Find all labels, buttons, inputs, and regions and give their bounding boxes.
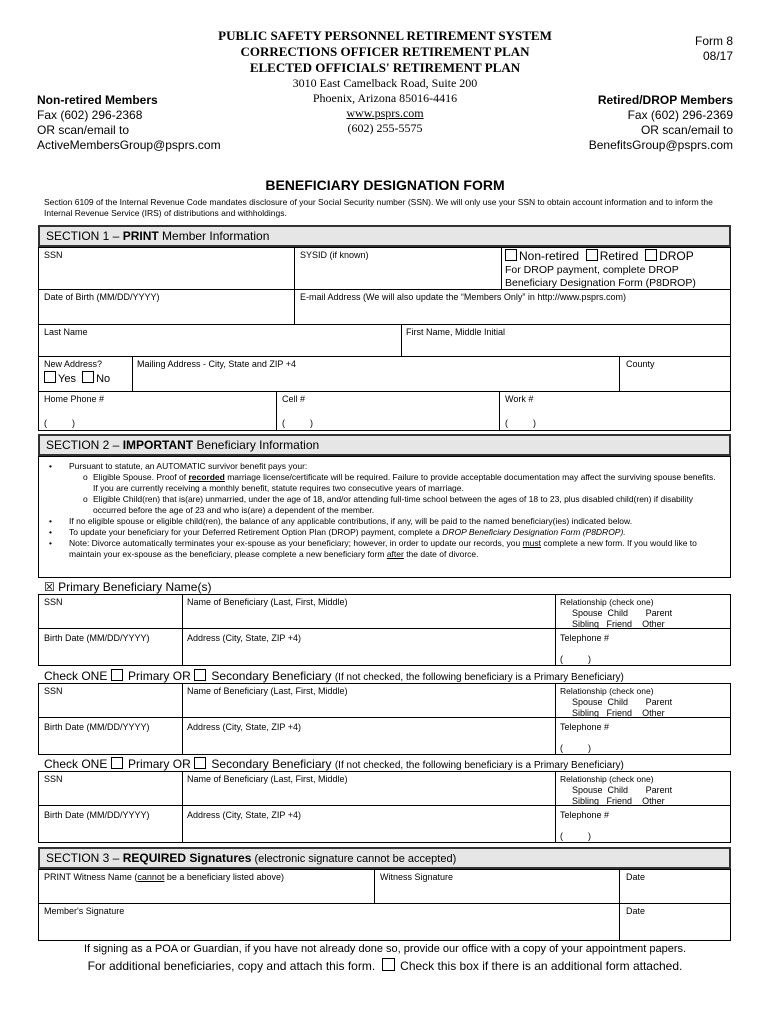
county-label: County bbox=[626, 359, 655, 369]
witness-signature-label: Witness Signature bbox=[380, 872, 454, 882]
ben3-name-label: Name of Beneficiary (Last, First, Middle) bbox=[187, 774, 348, 784]
first-name-label: First Name, Middle Initial bbox=[406, 327, 506, 337]
additional-form-checkbox[interactable] bbox=[382, 958, 395, 971]
ben1-name-label: Name of Beneficiary (Last, First, Middle) bbox=[187, 597, 348, 607]
ben3-address-label: Address (City, State, ZIP +4) bbox=[187, 810, 301, 820]
retired-scan: OR scan/email to bbox=[640, 123, 733, 137]
ben3-primary-checkbox[interactable] bbox=[111, 757, 123, 769]
form-date: 08/17 bbox=[702, 49, 733, 63]
retired-email: BenefitsGroup@psprs.com bbox=[588, 138, 733, 152]
nonretired-contact bbox=[37, 93, 221, 153]
nonretired-checkbox[interactable] bbox=[505, 249, 517, 261]
ben2-secondary-checkbox[interactable] bbox=[194, 669, 206, 681]
ben1-relationship-title: Relationship (check one) bbox=[560, 597, 654, 607]
org-line-1: PUBLIC SAFETY PERSONNEL RETIREMENT SYSTEM bbox=[218, 28, 552, 43]
retired-checkbox[interactable] bbox=[586, 249, 598, 261]
nonretired-email: ActiveMembersGroup@psprs.com bbox=[37, 138, 221, 152]
sysid-label: SYSID (if known) bbox=[300, 250, 369, 260]
no-checkbox[interactable] bbox=[82, 371, 94, 383]
retired-title: Retired/DROP Members bbox=[597, 93, 733, 107]
address-line-2: Phoenix, Arizona 85016-4416 bbox=[312, 91, 458, 105]
additional-form-note: For additional beneficiaries, copy and attach this form. Check this box if there is an additional form attached. bbox=[87, 959, 683, 973]
retired-fax: Fax (602) 296-2369 bbox=[627, 108, 733, 122]
address-line-1: 3010 East Camelback Road, Suite 200 bbox=[292, 76, 478, 90]
ben2-telephone-label: Telephone # bbox=[560, 722, 610, 732]
retired-contact bbox=[589, 93, 733, 153]
ben2-relationship-title: Relationship (check one) bbox=[560, 686, 654, 696]
ben2-area-code: ( ) bbox=[560, 743, 591, 753]
ben2-primary-checkbox[interactable] bbox=[111, 669, 123, 681]
org-line-3: ELECTED OFFICIALS' RETIREMENT PLAN bbox=[249, 60, 521, 75]
checked-box-icon: ☒ bbox=[44, 580, 55, 594]
ben2-address-label: Address (City, State, ZIP +4) bbox=[187, 722, 301, 732]
ben3-area-code: ( ) bbox=[560, 831, 591, 841]
section2-header: SECTION 2 – IMPORTANT Beneficiary Information bbox=[38, 434, 731, 456]
email-label: E-mail Address (We will also update the “Members Only” in http://www.psprs.com) bbox=[300, 292, 626, 302]
form-title: BENEFICIARY DESIGNATION FORM bbox=[265, 177, 505, 193]
ben3-dob-label: Birth Date (MM/DD/YYYY) bbox=[44, 810, 150, 820]
form-no: Form 8 bbox=[694, 34, 733, 48]
work-label: Work # bbox=[505, 394, 534, 404]
home-phone-label: Home Phone # bbox=[44, 394, 105, 404]
poa-note: If signing as a POA or Guardian, if you have not already done so, provide our office with a copy of your appointment papers. bbox=[83, 943, 687, 955]
new-address-label: New Address? bbox=[44, 359, 103, 369]
dob-label: Date of Birth (MM/DD/YYYY) bbox=[44, 292, 160, 302]
form-number bbox=[695, 34, 733, 64]
ben1-address-label: Address (City, State, ZIP +4) bbox=[187, 633, 301, 643]
ssn-disclosure: Section 6109 of the Internal Revenue Code mandates disclosure of your Social Security number (SSN). We will only use your SSN to obtain account information and to inform the Internal Revenue Service (IRS) of distributions and withholdings. bbox=[44, 197, 713, 218]
ben2-check-one: Check ONE Primary OR Secondary Beneficiary (If not checked, the following beneficiary is a Primary Beneficiary) bbox=[44, 669, 624, 683]
letterhead bbox=[170, 28, 600, 136]
drop-note: For DROP payment, complete DROP Beneficiary Designation Form (P8DROP) bbox=[505, 264, 696, 289]
ben3-relationship-options: Spouse Child Parent Sibling Friend Other bbox=[572, 785, 673, 806]
member-status: Non-retired Retired DROP bbox=[505, 249, 694, 263]
ben1-relationship-options: Spouse Child Parent Sibling Friend Other bbox=[572, 608, 673, 629]
ben3-relationship-title: Relationship (check one) bbox=[560, 774, 654, 784]
cell-area-code: ( ) bbox=[282, 418, 313, 428]
ben3-secondary-checkbox[interactable] bbox=[194, 757, 206, 769]
mailing-label: Mailing Address - City, State and ZIP +4 bbox=[137, 359, 296, 369]
ben2-dob-label: Birth Date (MM/DD/YYYY) bbox=[44, 722, 150, 732]
witness-name-label: PRINT Witness Name (cannot be a beneficiary listed above) bbox=[44, 872, 284, 882]
section1-header: SECTION 1 – PRINT Member Information bbox=[38, 225, 731, 247]
ben1-telephone-label: Telephone # bbox=[560, 633, 610, 643]
work-area-code: ( ) bbox=[505, 418, 536, 428]
ben3-check-one: Check ONE Primary OR Secondary Beneficiary (If not checked, the following beneficiary is a Primary Beneficiary) bbox=[44, 757, 624, 771]
yes-checkbox[interactable] bbox=[44, 371, 56, 383]
nonretired-title: Non-retired Members bbox=[37, 93, 158, 107]
witness-date-label: Date bbox=[626, 872, 646, 882]
primary-beneficiary-title: ☒ Primary Beneficiary Name(s) bbox=[44, 580, 212, 594]
org-line-2: CORRECTIONS OFFICER RETIREMENT PLAN bbox=[240, 44, 530, 59]
ben3-ssn-label: SSN bbox=[44, 774, 63, 784]
ben2-name-label: Name of Beneficiary (Last, First, Middle) bbox=[187, 686, 348, 696]
ben3-telephone-label: Telephone # bbox=[560, 810, 610, 820]
nonretired-scan: OR scan/email to bbox=[37, 123, 130, 137]
last-name-label: Last Name bbox=[44, 327, 88, 337]
section3-header: SECTION 3 – REQUIRED Signatures (electronic signature cannot be accepted) bbox=[38, 847, 731, 869]
new-address-options: Yes No bbox=[44, 371, 110, 386]
phone-number: (602) 255-5575 bbox=[347, 121, 423, 135]
ben2-ssn-label: SSN bbox=[44, 686, 63, 696]
ben1-dob-label: Birth Date (MM/DD/YYYY) bbox=[44, 633, 150, 643]
ssn-label: SSN bbox=[44, 250, 63, 260]
home-area-code: ( ) bbox=[44, 418, 75, 428]
drop-checkbox[interactable] bbox=[645, 249, 657, 261]
section2-info: • Pursuant to statute, an AUTOMATIC survivor benefit pays your: o Eligible Spouse. Proof of recorded marriage license/certificate will be required. Failure to provide acceptable documentation may affect the surviving spouse benefits. If you are currently receiving a monthly benefit, statute requires two consecutive years of marriage. o Eligible Child(ren) that is(are) unmarried, under the age of 18, and/or attending full-time school between the ages of 18 to 23, plus disabled child(ren) if disability occurred before the age of 23 and who is(are) a dependent of the member. • If no eligible spouse or eligible child(ren), the balance of any applicable contributions, if any, will be paid to the named beneficiary(ies) indicated below. • To update your beneficiary for your Deferred Retirement Option Plan (DROP) payment, complete a DROP Beneficiary Designation Form (P8DROP). • Note: Divorce automatically terminates your ex-spouse as your beneficiary; however, in order to update our records, you must complete a new form. If you would like to maintain your ex-spouse as the beneficiary, please complete a new beneficiary form after the date of divorce. bbox=[38, 456, 731, 578]
cell-label: Cell # bbox=[282, 394, 306, 404]
ben1-ssn-label: SSN bbox=[44, 597, 63, 607]
member-date-label: Date bbox=[626, 906, 646, 916]
website-link[interactable]: www.psprs.com bbox=[346, 106, 424, 120]
ben2-relationship-options: Spouse Child Parent Sibling Friend Other bbox=[572, 697, 673, 718]
nonretired-fax: Fax (602) 296-2368 bbox=[37, 108, 143, 122]
ben1-area-code: ( ) bbox=[560, 654, 591, 664]
member-signature-label: Member's Signature bbox=[44, 906, 125, 916]
